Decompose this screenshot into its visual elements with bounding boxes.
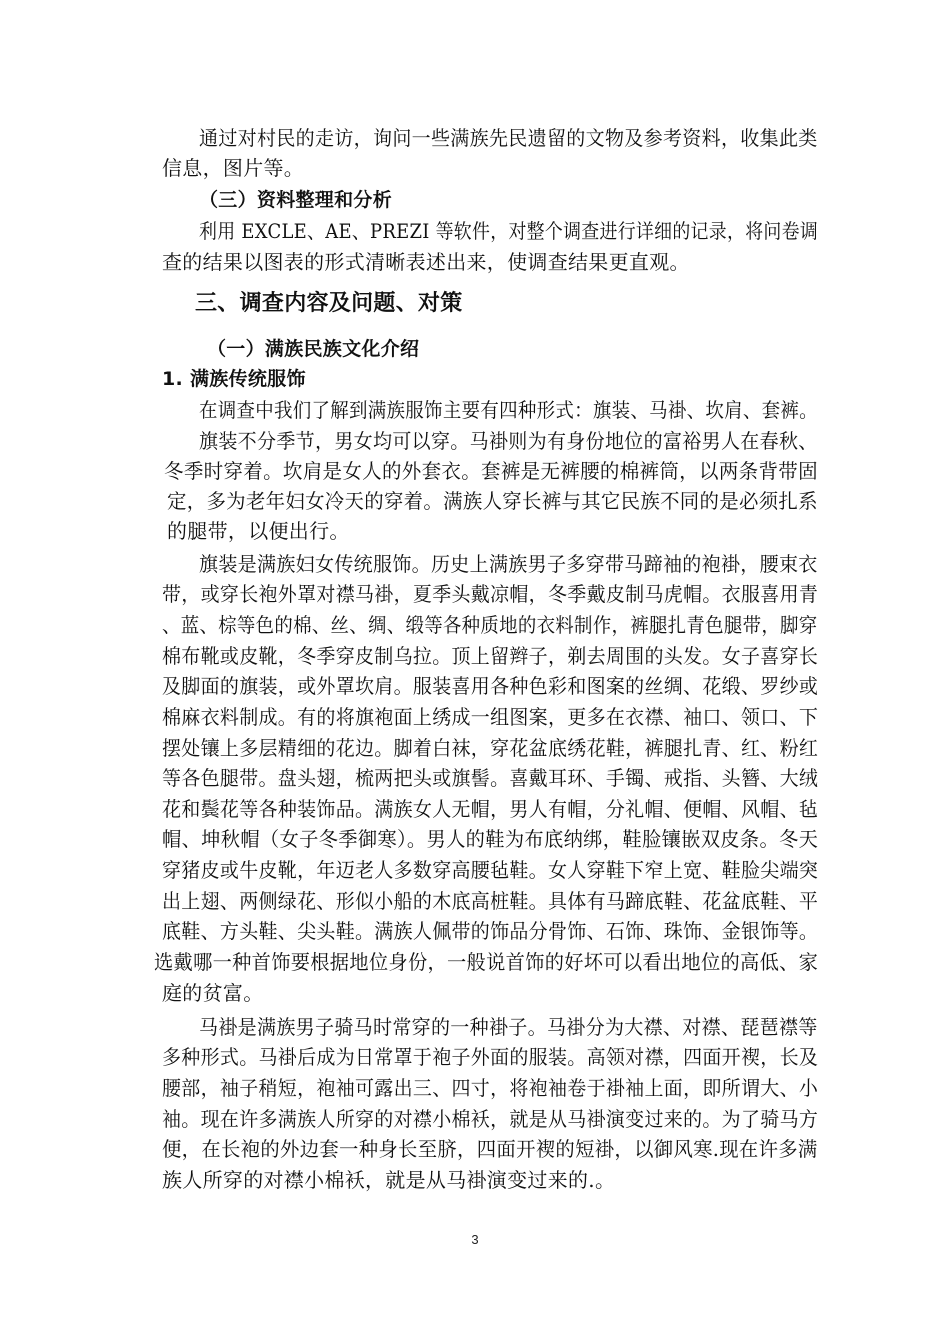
text-line: 的腿带，以便出行。 [167, 519, 350, 543]
text-line: 信息，图片等。 [162, 156, 305, 180]
text-line: 便，在长袍的外边套一种身长至脐，四面开褉的短褂，以御风寒.现在许多满 [162, 1137, 818, 1161]
text-line: 出上翅、两侧绿花、形似小船的木底高桩鞋。具体有马蹄底鞋、花盆底鞋、平 [162, 889, 819, 913]
text-line: 旗装不分季节，男女均可以穿。马褂则为有身份地位的富裕男人在春秋、 [199, 429, 818, 453]
text-line: 摆处镶上多层精细的花边。脚着白袜，穿花盆底绣花鞋，裤腿扎青、红、粉红 [162, 736, 819, 760]
text-line: 底鞋、方头鞋、尖头鞋。满族人佩带的饰品分骨饰、石饰、珠饰、金银饰等。 [162, 919, 819, 943]
text-line: 旗装是满族妇女传统服饰。历史上满族男子多穿带马蹄袖的袍褂，腰束衣 [199, 552, 818, 576]
text-line: 棉布靴或皮靴，冬季穿皮制乌拉。顶上留辫子，剃去周围的头发。女子喜穿长 [162, 644, 819, 668]
page-number: 3 [471, 1232, 479, 1247]
section-heading: （一）满族民族文化介绍 [207, 338, 420, 360]
text-line: 及脚面的旗装，或外罩坎肩。服装喜用各种色彩和图案的丝绸、花缎、罗纱或 [162, 674, 819, 698]
text-line: 庭的贫富。 [162, 981, 264, 1005]
text-line: 选戴哪一种首饰要根据地位身份，一般说首饰的好坏可以看出地位的高低、家 [154, 950, 819, 974]
text-line: 花和鬓花等各种装饰品。满族女人无帽，男人有帽，分礼帽、便帽、风帽、毡 [162, 797, 819, 821]
text-line: 利用 EXCLE、AE、PREZI 等软件，对整个调查进行详细的记录，将问卷调 [199, 219, 819, 243]
text-line: 多种形式。马褂后成为日常罩于袍子外面的服装。高领对襟，四面开褉，长及 [162, 1045, 819, 1069]
text-line: 冬季时穿着。坎肩是女人的外套衣。套裤是无裤腰的棉裤筒，以两条背带固 [164, 459, 818, 483]
subsection-heading: 1. 满族传统服饰 [162, 368, 306, 390]
text-line: 在调查中我们了解到满族服饰主要有四种形式：旗装、马褂、坎肩、套裤。 [199, 398, 818, 422]
text-line: 定，多为老年妇女冷天的穿着。满族人穿长裤与其它民族不同的是必须扎系 [167, 489, 818, 513]
text-line: 、蓝、棕等色的棉、丝、绸、缎等各种质地的衣料制作，裤腿扎青色腿带，脚穿 [162, 613, 818, 637]
section-heading: （三）资料整理和分析 [199, 189, 393, 211]
text-line: 通过对村民的走访，询问一些满族先民遗留的文物及参考资料，收集此类 [199, 126, 818, 150]
text-line: 查的结果以图表的形式清晰表述出来，使调查结果更直观。 [162, 250, 690, 274]
text-line: 带，或穿长袍外罩对襟马褂，夏季头戴凉帽，冬季戴皮制马虎帽。衣服喜用青 [162, 582, 819, 606]
text-line: 腰部，袖子稍短，袍袖可露出三、四寸，将袍袖卷于褂袖上面，即所谓大、小 [162, 1076, 819, 1100]
chapter-heading: 三、调查内容及问题、对策 [195, 291, 463, 316]
text-line: 棉麻衣料制成。有的将旗袍面上绣成一组图案，更多在衣襟、袖口、领口、下 [162, 705, 819, 729]
text-line: 袖。现在许多满族人所穿的对襟小棉袄，就是从马褂演变过来的。为了骑马方 [162, 1107, 819, 1131]
text-line: 马褂是满族男子骑马时常穿的一种褂子。马褂分为大襟、对襟、琵琶襟等 [199, 1015, 818, 1039]
text-line: 穿猪皮或牛皮靴，年迈老人多数穿高腰毡鞋。女人穿鞋下窄上宽、鞋脸尖端突 [162, 858, 819, 882]
text-line: 族人所穿的对襟小棉袄，就是从马褂演变过来的.。 [162, 1168, 616, 1192]
text-line: 等各色腿带。盘头翅，梳两把头或旗髻。喜戴耳环、手镯、戒指、头簪、大绒 [162, 766, 819, 790]
text-line: 帽、坤秋帽（女子冬季御寒）。男人的鞋为布底纳绑，鞋脸镶嵌双皮条。冬天 [162, 827, 819, 851]
